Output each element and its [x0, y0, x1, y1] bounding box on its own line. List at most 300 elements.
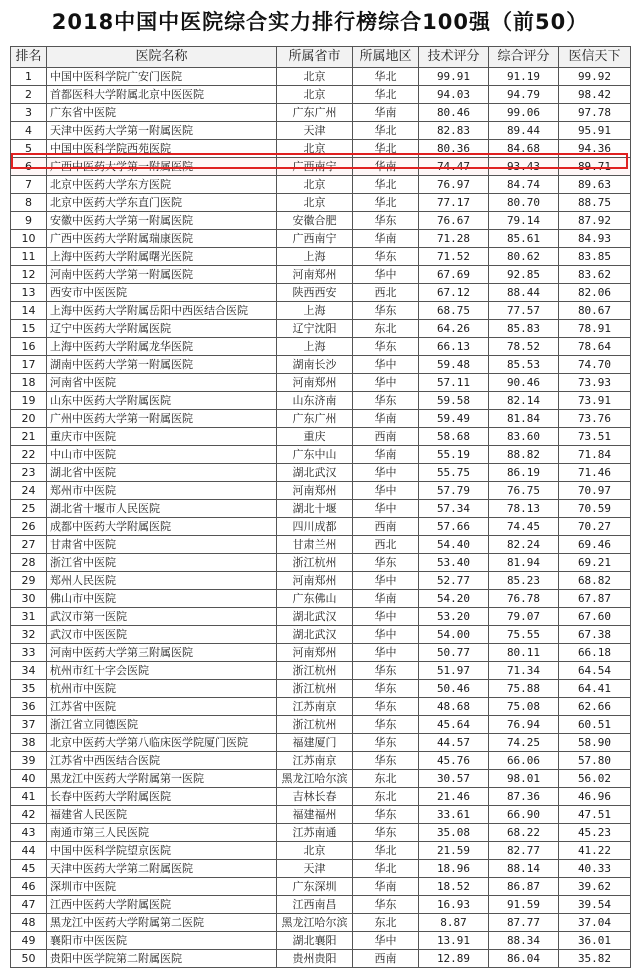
table-row — [11, 230, 631, 248]
province-city-cell: 广东广州 — [277, 410, 353, 428]
hospital-name-cell: 天津中医药大学第一附属医院 — [47, 122, 277, 140]
tech-score-cell: 58.68 — [419, 428, 489, 446]
region-cell: 华北 — [353, 122, 419, 140]
hospital-name-cell: 佛山市中医院 — [47, 590, 277, 608]
yixin-score-cell: 57.80 — [559, 752, 631, 770]
table-row — [11, 590, 631, 608]
rank-cell: 14 — [11, 302, 47, 320]
yixin-score-cell: 47.51 — [559, 806, 631, 824]
province-city-cell: 广东佛山 — [277, 590, 353, 608]
region-cell: 华中 — [353, 356, 419, 374]
yixin-score-cell: 56.02 — [559, 770, 631, 788]
table-row — [11, 68, 631, 86]
tech-score-cell: 51.97 — [419, 662, 489, 680]
hospital-name-cell: 广州中医药大学第一附属医院 — [47, 410, 277, 428]
hospital-name-cell: 广东省中医院 — [47, 104, 277, 122]
yixin-score-cell: 64.54 — [559, 662, 631, 680]
overall-score-cell: 85.53 — [489, 356, 559, 374]
region-cell: 华北 — [353, 68, 419, 86]
rank-cell: 42 — [11, 806, 47, 824]
province-city-cell: 浙江杭州 — [277, 680, 353, 698]
region-cell: 东北 — [353, 788, 419, 806]
region-cell: 华中 — [353, 608, 419, 626]
rank-cell: 10 — [11, 230, 47, 248]
tech-score-cell: 54.00 — [419, 626, 489, 644]
yixin-score-cell: 89.63 — [559, 176, 631, 194]
yixin-score-cell: 73.91 — [559, 392, 631, 410]
yixin-score-cell: 67.60 — [559, 608, 631, 626]
province-city-cell: 吉林长春 — [277, 788, 353, 806]
rank-cell: 20 — [11, 410, 47, 428]
region-cell: 华东 — [353, 662, 419, 680]
province-city-cell: 上海 — [277, 338, 353, 356]
hospital-name-cell: 郑州人民医院 — [47, 572, 277, 590]
region-cell: 华中 — [353, 500, 419, 518]
overall-score-cell: 66.06 — [489, 752, 559, 770]
tech-score-cell: 50.46 — [419, 680, 489, 698]
hospital-name-cell: 中山市中医院 — [47, 446, 277, 464]
tech-score-cell: 80.46 — [419, 104, 489, 122]
overall-score-cell: 91.59 — [489, 896, 559, 914]
tech-score-cell: 57.66 — [419, 518, 489, 536]
overall-score-cell: 90.46 — [489, 374, 559, 392]
tech-score-cell: 77.17 — [419, 194, 489, 212]
province-city-cell: 广东中山 — [277, 446, 353, 464]
region-cell: 东北 — [353, 914, 419, 932]
table-row — [11, 374, 631, 392]
hospital-name-cell: 辽宁中医药大学附属医院 — [47, 320, 277, 338]
overall-score-cell: 74.45 — [489, 518, 559, 536]
yixin-score-cell: 73.51 — [559, 428, 631, 446]
overall-score-cell: 89.44 — [489, 122, 559, 140]
region-cell: 华东 — [353, 896, 419, 914]
yixin-score-cell: 88.75 — [559, 194, 631, 212]
yixin-score-cell: 94.36 — [559, 140, 631, 158]
tech-score-cell: 76.67 — [419, 212, 489, 230]
overall-score-cell: 79.07 — [489, 608, 559, 626]
overall-score-cell: 76.94 — [489, 716, 559, 734]
rank-cell: 8 — [11, 194, 47, 212]
overall-score-cell: 87.77 — [489, 914, 559, 932]
table-row — [11, 680, 631, 698]
yixin-score-cell: 71.46 — [559, 464, 631, 482]
tech-score-cell: 55.19 — [419, 446, 489, 464]
column-header: 技术评分 — [419, 47, 489, 68]
province-city-cell: 安徽合肥 — [277, 212, 353, 230]
tech-score-cell: 99.91 — [419, 68, 489, 86]
hospital-name-cell: 甘肃省中医院 — [47, 536, 277, 554]
table-row — [11, 860, 631, 878]
rank-cell: 25 — [11, 500, 47, 518]
yixin-score-cell: 39.54 — [559, 896, 631, 914]
hospital-name-cell: 广西中医药大学附属瑞康医院 — [47, 230, 277, 248]
rank-cell: 36 — [11, 698, 47, 716]
page-title: 2018中国中医院综合实力排行榜综合100强（前50） — [51, 10, 589, 34]
tech-score-cell: 64.26 — [419, 320, 489, 338]
rank-cell: 1 — [11, 68, 47, 86]
hospital-name-cell: 江苏省中医院 — [47, 698, 277, 716]
region-cell: 华中 — [353, 572, 419, 590]
rank-cell: 43 — [11, 824, 47, 842]
table-row — [11, 608, 631, 626]
table-row — [11, 122, 631, 140]
region-cell: 华中 — [353, 482, 419, 500]
rank-cell: 44 — [11, 842, 47, 860]
table-row — [11, 950, 631, 968]
yixin-score-cell: 71.84 — [559, 446, 631, 464]
yixin-score-cell: 70.27 — [559, 518, 631, 536]
table-row — [11, 806, 631, 824]
yixin-score-cell: 70.97 — [559, 482, 631, 500]
tech-score-cell: 16.93 — [419, 896, 489, 914]
overall-score-cell: 75.55 — [489, 626, 559, 644]
yixin-score-cell: 69.46 — [559, 536, 631, 554]
table-row — [11, 788, 631, 806]
rank-cell: 45 — [11, 860, 47, 878]
region-cell: 华东 — [353, 392, 419, 410]
rank-cell: 16 — [11, 338, 47, 356]
rank-cell: 6 — [11, 158, 47, 176]
province-city-cell: 北京 — [277, 86, 353, 104]
column-header: 医院名称 — [47, 47, 277, 68]
rank-cell: 29 — [11, 572, 47, 590]
tech-score-cell: 52.77 — [419, 572, 489, 590]
overall-score-cell: 88.14 — [489, 860, 559, 878]
yixin-score-cell: 45.23 — [559, 824, 631, 842]
yixin-score-cell: 70.59 — [559, 500, 631, 518]
region-cell: 华中 — [353, 464, 419, 482]
rank-cell: 11 — [11, 248, 47, 266]
tech-score-cell: 59.48 — [419, 356, 489, 374]
table-row — [11, 428, 631, 446]
province-city-cell: 北京 — [277, 176, 353, 194]
hospital-name-cell: 安徽中医药大学第一附属医院 — [47, 212, 277, 230]
region-cell: 华东 — [353, 680, 419, 698]
tech-score-cell: 57.79 — [419, 482, 489, 500]
overall-score-cell: 78.13 — [489, 500, 559, 518]
yixin-score-cell: 40.33 — [559, 860, 631, 878]
table-row — [11, 662, 631, 680]
hospital-name-cell: 成都中医药大学附属医院 — [47, 518, 277, 536]
hospital-name-cell: 杭州市红十字会医院 — [47, 662, 277, 680]
table-row — [11, 878, 631, 896]
tech-score-cell: 12.89 — [419, 950, 489, 968]
tech-score-cell: 57.34 — [419, 500, 489, 518]
rank-cell: 27 — [11, 536, 47, 554]
yixin-score-cell: 36.01 — [559, 932, 631, 950]
table-row — [11, 914, 631, 932]
overall-score-cell: 74.25 — [489, 734, 559, 752]
tech-score-cell: 59.49 — [419, 410, 489, 428]
region-cell: 华东 — [353, 752, 419, 770]
province-city-cell: 河南郑州 — [277, 266, 353, 284]
yixin-score-cell: 74.70 — [559, 356, 631, 374]
yixin-score-cell: 64.41 — [559, 680, 631, 698]
region-cell: 华东 — [353, 302, 419, 320]
region-cell: 华北 — [353, 842, 419, 860]
yixin-score-cell: 67.87 — [559, 590, 631, 608]
hospital-name-cell: 襄阳市中医医院 — [47, 932, 277, 950]
table-row — [11, 500, 631, 518]
overall-score-cell: 84.74 — [489, 176, 559, 194]
hospital-name-cell: 上海中医药大学附属曙光医院 — [47, 248, 277, 266]
rank-cell: 31 — [11, 608, 47, 626]
yixin-score-cell: 39.62 — [559, 878, 631, 896]
hospital-name-cell: 上海中医药大学附属龙华医院 — [47, 338, 277, 356]
region-cell: 西南 — [353, 428, 419, 446]
province-city-cell: 山东济南 — [277, 392, 353, 410]
province-city-cell: 辽宁沈阳 — [277, 320, 353, 338]
hospital-name-cell: 贵阳中医学院第二附属医院 — [47, 950, 277, 968]
yixin-score-cell: 60.51 — [559, 716, 631, 734]
rank-cell: 18 — [11, 374, 47, 392]
province-city-cell: 湖北十堰 — [277, 500, 353, 518]
yixin-score-cell: 95.91 — [559, 122, 631, 140]
tech-score-cell: 76.97 — [419, 176, 489, 194]
column-header: 综合评分 — [489, 47, 559, 68]
overall-score-cell: 86.19 — [489, 464, 559, 482]
hospital-name-cell: 深圳市中医院 — [47, 878, 277, 896]
overall-score-cell: 86.87 — [489, 878, 559, 896]
table-row — [11, 284, 631, 302]
province-city-cell: 江苏南京 — [277, 752, 353, 770]
hospital-name-cell: 广西中医药大学第一附属医院 — [47, 158, 277, 176]
overall-score-cell: 86.04 — [489, 950, 559, 968]
region-cell: 华南 — [353, 878, 419, 896]
table-row — [11, 212, 631, 230]
region-cell: 华东 — [353, 734, 419, 752]
region-cell: 华南 — [353, 410, 419, 428]
ranking-table — [10, 46, 631, 968]
yixin-score-cell: 98.42 — [559, 86, 631, 104]
region-cell: 华北 — [353, 86, 419, 104]
yixin-score-cell: 80.67 — [559, 302, 631, 320]
table-row — [11, 932, 631, 950]
tech-score-cell: 67.12 — [419, 284, 489, 302]
hospital-name-cell: 中国中医科学院西苑医院 — [47, 140, 277, 158]
hospital-name-cell: 湖南中医药大学第一附属医院 — [47, 356, 277, 374]
province-city-cell: 甘肃兰州 — [277, 536, 353, 554]
yixin-score-cell: 83.85 — [559, 248, 631, 266]
overall-score-cell: 80.11 — [489, 644, 559, 662]
hospital-name-cell: 北京中医药大学东方医院 — [47, 176, 277, 194]
region-cell: 华东 — [353, 698, 419, 716]
region-cell: 华南 — [353, 446, 419, 464]
yixin-score-cell: 66.18 — [559, 644, 631, 662]
province-city-cell: 福建厦门 — [277, 734, 353, 752]
province-city-cell: 四川成都 — [277, 518, 353, 536]
yixin-score-cell: 73.93 — [559, 374, 631, 392]
province-city-cell: 黑龙江哈尔滨 — [277, 770, 353, 788]
tech-score-cell: 67.69 — [419, 266, 489, 284]
region-cell: 华东 — [353, 824, 419, 842]
rank-cell: 41 — [11, 788, 47, 806]
rank-cell: 24 — [11, 482, 47, 500]
table-row — [11, 104, 631, 122]
province-city-cell: 北京 — [277, 842, 353, 860]
tech-score-cell: 82.83 — [419, 122, 489, 140]
rank-cell: 26 — [11, 518, 47, 536]
tech-score-cell: 44.57 — [419, 734, 489, 752]
region-cell: 华中 — [353, 644, 419, 662]
rank-cell: 3 — [11, 104, 47, 122]
overall-score-cell: 80.70 — [489, 194, 559, 212]
province-city-cell: 天津 — [277, 860, 353, 878]
rank-cell: 32 — [11, 626, 47, 644]
province-city-cell: 北京 — [277, 194, 353, 212]
hospital-name-cell: 河南中医药大学第三附属医院 — [47, 644, 277, 662]
overall-score-cell: 93.43 — [489, 158, 559, 176]
yixin-score-cell: 62.66 — [559, 698, 631, 716]
overall-score-cell: 78.52 — [489, 338, 559, 356]
tech-score-cell: 45.64 — [419, 716, 489, 734]
overall-score-cell: 76.78 — [489, 590, 559, 608]
province-city-cell: 黑龙江哈尔滨 — [277, 914, 353, 932]
overall-score-cell: 92.85 — [489, 266, 559, 284]
hospital-name-cell: 武汉市中医医院 — [47, 626, 277, 644]
hospital-name-cell: 杭州市中医院 — [47, 680, 277, 698]
province-city-cell: 湖北武汉 — [277, 626, 353, 644]
hospital-name-cell: 湖北省十堰市人民医院 — [47, 500, 277, 518]
overall-score-cell: 77.57 — [489, 302, 559, 320]
yixin-score-cell: 84.93 — [559, 230, 631, 248]
tech-score-cell: 30.57 — [419, 770, 489, 788]
rank-cell: 12 — [11, 266, 47, 284]
province-city-cell: 湖北武汉 — [277, 608, 353, 626]
province-city-cell: 江苏南京 — [277, 698, 353, 716]
tech-score-cell: 53.20 — [419, 608, 489, 626]
overall-score-cell: 91.19 — [489, 68, 559, 86]
region-cell: 华南 — [353, 590, 419, 608]
table-row — [11, 86, 631, 104]
province-city-cell: 河南郑州 — [277, 572, 353, 590]
rank-cell: 7 — [11, 176, 47, 194]
rank-cell: 19 — [11, 392, 47, 410]
region-cell: 华南 — [353, 104, 419, 122]
table-row — [11, 824, 631, 842]
region-cell: 东北 — [353, 320, 419, 338]
region-cell: 西南 — [353, 518, 419, 536]
province-city-cell: 湖北武汉 — [277, 464, 353, 482]
tech-score-cell: 21.46 — [419, 788, 489, 806]
rank-cell: 48 — [11, 914, 47, 932]
overall-score-cell: 80.62 — [489, 248, 559, 266]
rank-cell: 34 — [11, 662, 47, 680]
province-city-cell: 陕西西安 — [277, 284, 353, 302]
yixin-score-cell: 87.92 — [559, 212, 631, 230]
table-row — [11, 554, 631, 572]
hospital-name-cell: 黑龙江中医药大学附属第一医院 — [47, 770, 277, 788]
tech-score-cell: 94.03 — [419, 86, 489, 104]
yixin-score-cell: 41.22 — [559, 842, 631, 860]
overall-score-cell: 88.82 — [489, 446, 559, 464]
region-cell: 西北 — [353, 284, 419, 302]
column-header: 医信天下 — [559, 47, 631, 68]
rank-cell: 46 — [11, 878, 47, 896]
table-header-row — [11, 47, 631, 68]
tech-score-cell: 71.28 — [419, 230, 489, 248]
overall-score-cell: 68.22 — [489, 824, 559, 842]
yixin-score-cell: 73.76 — [559, 410, 631, 428]
province-city-cell: 广西南宁 — [277, 158, 353, 176]
rank-cell: 17 — [11, 356, 47, 374]
region-cell: 华中 — [353, 626, 419, 644]
overall-score-cell: 76.75 — [489, 482, 559, 500]
table-row — [11, 698, 631, 716]
rank-cell: 21 — [11, 428, 47, 446]
province-city-cell: 福建福州 — [277, 806, 353, 824]
column-header: 排名 — [11, 47, 47, 68]
rank-cell: 4 — [11, 122, 47, 140]
overall-score-cell: 81.84 — [489, 410, 559, 428]
province-city-cell: 河南郑州 — [277, 644, 353, 662]
table-row — [11, 464, 631, 482]
column-header: 所属省市 — [277, 47, 353, 68]
tech-score-cell: 48.68 — [419, 698, 489, 716]
province-city-cell: 广西南宁 — [277, 230, 353, 248]
region-cell: 华东 — [353, 338, 419, 356]
overall-score-cell: 81.94 — [489, 554, 559, 572]
overall-score-cell: 98.01 — [489, 770, 559, 788]
tech-score-cell: 74.47 — [419, 158, 489, 176]
hospital-name-cell: 中国中医科学院广安门医院 — [47, 68, 277, 86]
rank-cell: 33 — [11, 644, 47, 662]
region-cell: 华北 — [353, 176, 419, 194]
table-row — [11, 626, 631, 644]
table-row — [11, 392, 631, 410]
yixin-score-cell: 99.92 — [559, 68, 631, 86]
table-row — [11, 266, 631, 284]
province-city-cell: 湖南长沙 — [277, 356, 353, 374]
rank-cell: 22 — [11, 446, 47, 464]
yixin-score-cell: 83.62 — [559, 266, 631, 284]
tech-score-cell: 66.13 — [419, 338, 489, 356]
hospital-name-cell: 山东中医药大学附属医院 — [47, 392, 277, 410]
tech-score-cell: 13.91 — [419, 932, 489, 950]
overall-score-cell: 94.79 — [489, 86, 559, 104]
yixin-score-cell: 67.38 — [559, 626, 631, 644]
yixin-score-cell: 89.71 — [559, 158, 631, 176]
table-row — [11, 536, 631, 554]
table-row — [11, 572, 631, 590]
table-row — [11, 158, 631, 176]
column-header: 所属地区 — [353, 47, 419, 68]
overall-score-cell: 75.08 — [489, 698, 559, 716]
rank-cell: 35 — [11, 680, 47, 698]
table-body — [11, 68, 631, 968]
table-row — [11, 338, 631, 356]
table-row — [11, 140, 631, 158]
yixin-score-cell: 69.21 — [559, 554, 631, 572]
region-cell: 东北 — [353, 770, 419, 788]
rank-cell: 23 — [11, 464, 47, 482]
yixin-score-cell: 46.96 — [559, 788, 631, 806]
tech-score-cell: 50.77 — [419, 644, 489, 662]
table-row — [11, 410, 631, 428]
hospital-name-cell: 南通市第三人民医院 — [47, 824, 277, 842]
table-row — [11, 716, 631, 734]
region-cell: 华北 — [353, 860, 419, 878]
tech-score-cell: 54.20 — [419, 590, 489, 608]
tech-score-cell: 45.76 — [419, 752, 489, 770]
rank-cell: 2 — [11, 86, 47, 104]
table-row — [11, 482, 631, 500]
rank-cell: 15 — [11, 320, 47, 338]
yixin-score-cell: 68.82 — [559, 572, 631, 590]
province-city-cell: 重庆 — [277, 428, 353, 446]
province-city-cell: 北京 — [277, 140, 353, 158]
province-city-cell: 上海 — [277, 302, 353, 320]
